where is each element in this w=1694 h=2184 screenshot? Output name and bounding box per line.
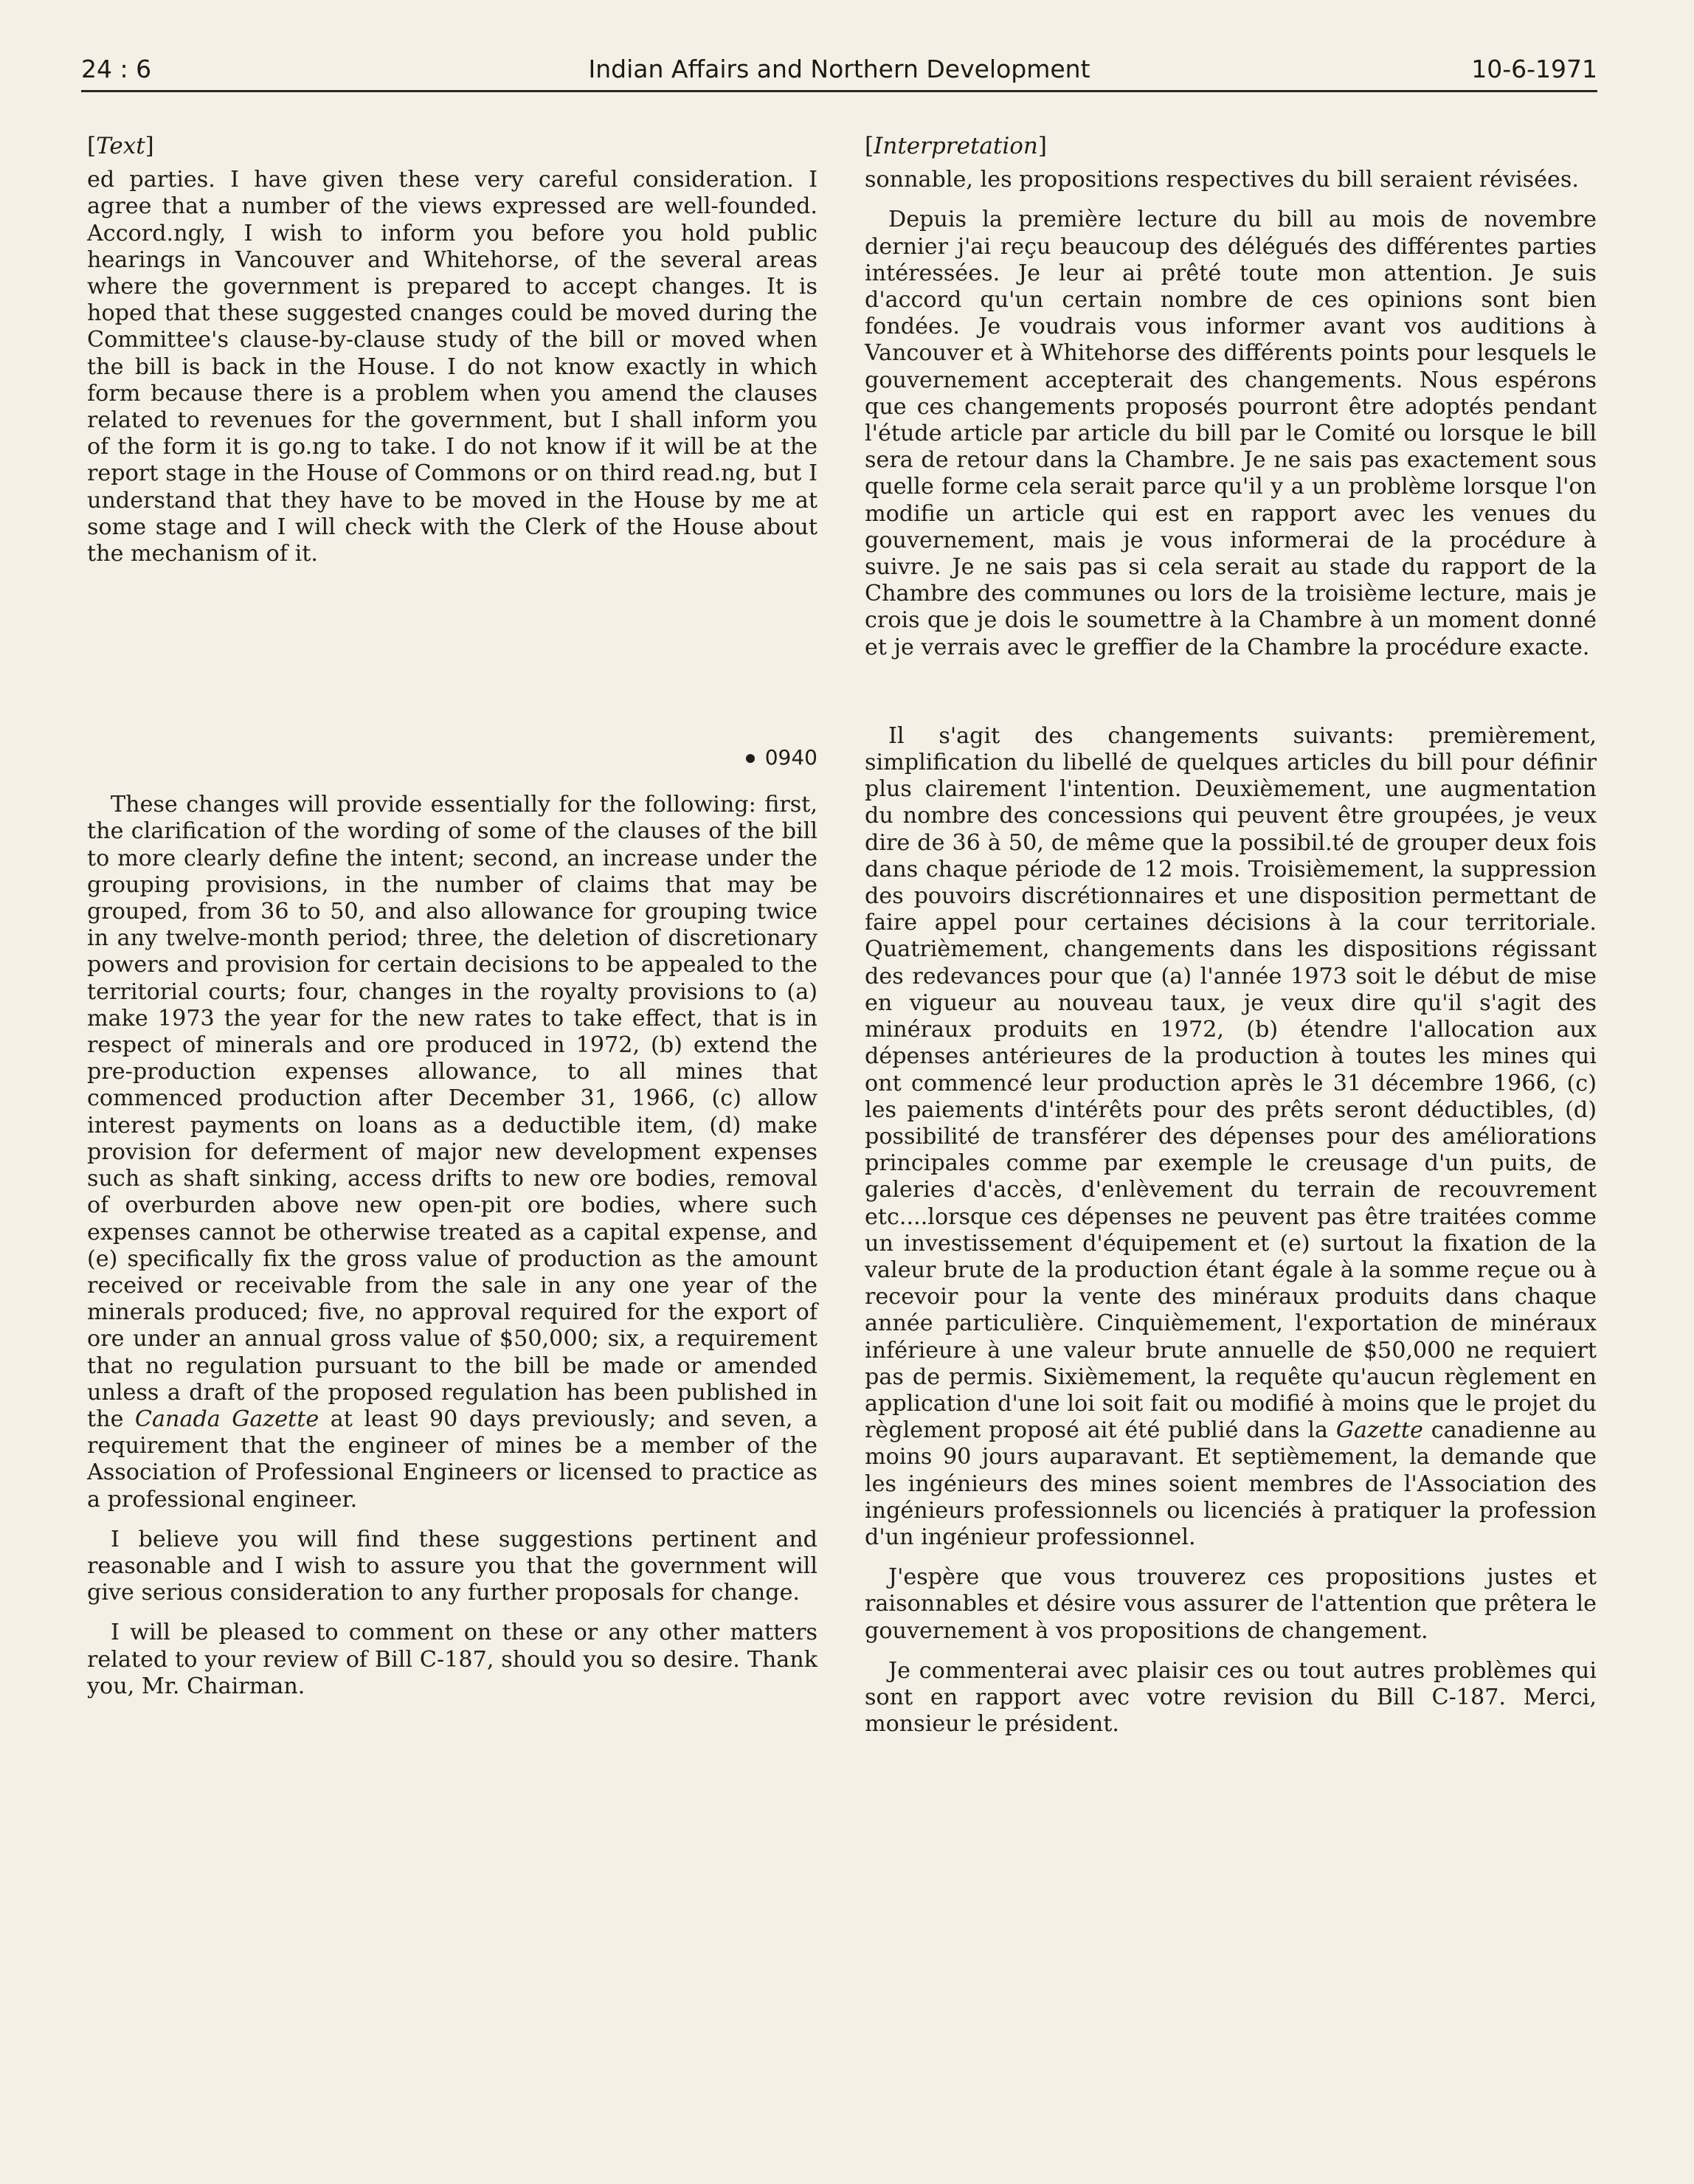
interpretation-label-word: Interpretation [874, 133, 1038, 159]
french-paragraph-2: Depuis la première lecture du bill au mois de novembre dernier j'ai reçu beaucoup des délégués des différentes parties intéressées. Je leur ai prêté toute mon attention. Je suis d'accord qu'un certain nombre de ces opinions sont bien fondées. Je voudrais vous informer avant vos auditions à Vancouver et à Whitehorse des différents points pour lesquels le gouvernement accepterait des changements. Nous espérons que ces changements proposés pourront être adoptés pendant l'étude article par article du bill par le Comité ou lorsque le bill sera de retour dans la Chambre. Je ne sais pas exactement sous quelle forme cela serait parce qu'il y a un problème lorsque l'on modifie un article qui est en rapport avec les venues du gouvernement, mais je vous informerai de la procédure à suivre. Je ne sais pas si cela serait au stade du rapport de la Chambre des communes ou lors de la troisième lecture, mais je crois que je dois le soumettre à la Chambre à un moment donné et je verrais avec le greffier de la Chambre la procédure exacte. [865, 207, 1597, 660]
running-title: Indian Affairs and Northern Development [588, 55, 1090, 83]
french-paragraph-4: J'espère que vous trouverez ces propositions justes et raisonnables et désire vous assurer de l'attention que prêtera le gouvernement à vos propositions de changement. [865, 1564, 1597, 1644]
bullet-icon [746, 754, 755, 763]
column-spacer [865, 674, 1597, 723]
gazette-title: Gazette [1335, 1417, 1423, 1444]
english-paragraph-1: ed parties. I have given these very careful consideration. I agree that a number of the views expressed are well-founded. Accord.ngly, I wish to inform you before you hold public hearings in Vancouver and Whitehorse, of the several areas where the government is prepared to accept changes. It is hoped that these suggested cnanges could be moved during the Committee's clause-by-clause study of the bill or moved when the bill is back in the House. I do not know exactly in which form because there is a problem when you amend the clauses related to revenues for the government, but I shall inform you of the form it is go.ng to take. I do not know if it will be at the report stage in the House of Commons or on third read.ng, but I understand that they have to be moved in the House by me at some stage and I will check with the Clerk of the House about the mechanism of it. [87, 167, 817, 567]
english-column [87, 133, 817, 1713]
french-paragraph-3: Il s'agit des changements suivants: premièrement, simplification du libellé de quelques articles du bill pour définir plus clairement l'intention. Deuxièmement, une augmentation du nombre des concessions qui peuvent être groupées, je veux dire de 36 à 50, de même que la possibil.té de grouper deux fois dans chaque période de 12 mois. Troisièmement, la suppression des pouvoirs discrétionnaires et une disposition permettant de faire appel pour certaines décisions à la cour territoriale. Quatrièmement, changements dans les dispositions régissant des redevances pour que (a) l'année 1973 soit le début de mise en vigueur au nouveau taux, je veux dire qu'il s'agit des minéraux produits en 1972, (b) étendre l'allocation aux dépenses antérieures de la production à toutes les mines qui ont commencé leur production après le 31 décembre 1966, (c) les paiements d'intérêts pour des prêts seront déductibles, (d) possibilité de transférer des dépenses pour des améliorations principales comme par exemple le creusage d'un puits, de galeries d'accès, d'enlèvement du terrain de recouvrement etc....lorsque ces dépenses ne peuvent pas être traitées comme un investissement d'équipement et (e) surtout la fixation de la valeur brute de la production étant égale à la somme reçue ou à recevoir pour la vente des minéraux produits dans chaque année particulière. Cinquièmement, l'exportation de minéraux inférieure à une valeur brute annuelle de $50,000 ne requiert pas de permis. Sixièmement, la requête qu'aucun règlement en application d'une loi soit fait ou modifié à moins que le projet du règlement proposé ait été publié dans la Gazette canadienne au moins 90 jours auparavant. Et septièmement, la demande que les ingénieurs des mines soient membres de l'Association des ingénieurs professionnels ou licenciés à pratiquer la profession d'un ingénieur professionnel. [865, 722, 1597, 1550]
interpretation-label: [Interpretation] [865, 133, 1048, 159]
french-column [865, 133, 1597, 1751]
time-marker [87, 744, 817, 773]
text-label: [Text] [87, 133, 154, 159]
running-header [81, 52, 1597, 92]
english-paragraph-3: I believe you will find these suggestions pertinent and reasonable and I wish to assure you that the government will give serious consideration to any further proposals for change. [87, 1526, 817, 1606]
canada-gazette-title: Canada Gazette [134, 1406, 319, 1432]
english-paragraph-4: I will be pleased to comment on these or any other matters related to your review of Bill C-187, should you so desire. Thank you, Mr. Chairman. [87, 1620, 817, 1699]
text-label-word: Text [96, 133, 145, 159]
page-number: 24 : 6 [81, 55, 152, 83]
french-paragraph-5: Je commenterai avec plaisir ces ou tout autres problèmes qui sont en rapport avec votre revision du Bill C-187. Merci, monsieur le président. [865, 1657, 1597, 1738]
english-paragraph-2: These changes will provide essentially for the following: first, the clarification of the wording of some of the clauses of the bill to more clearly define the intent; second, an increase under the grouping provisions, in the number of claims that may be grouped, from 36 to 50, and also allowance for grouping twice in any twelve-month period; three, the deletion of discretionary powers and provision for certain decisions to be appealed to the territorial courts; four, changes in the royalty provisions to (a) make 1973 the year for the new rates to take effect, that is in respect of minerals and ore produced in 1972, (b) extend the pre-production expenses allowance, to all mines that commenced production after December 31, 1966, (c) allow interest payments on loans as a deductible item, (d) make provision for deferment of major new development expenses such as shaft sinking, access drifts to new ore bodies, removal of overburden above new open-pit ore bodies, where such expenses cannot be otherwise treated as a capital expense, and (e) specifically fix the gross value of production as the amount received or receivable from the sale in any one year of the minerals produced; five, no approval required for the export of ore under an annual gross value of $50,000; six, a requirement that no regulation pursuant to the bill be made or amended unless a draft of the proposed regulation has been published in the Canada Gazette at least 90 days previously; and seven, a requirement that the engineer of mines be a member of the Association of Professional Engineers or licensed to practice as a professional engineer. [87, 792, 817, 1513]
french-paragraph-1: sonnable, les propositions respectives du bill seraient révisées. [865, 167, 1579, 193]
time-marker-text: 0940 [764, 745, 817, 770]
sitting-date: 10-6-1971 [1471, 55, 1597, 83]
column-spacer [87, 581, 817, 744]
